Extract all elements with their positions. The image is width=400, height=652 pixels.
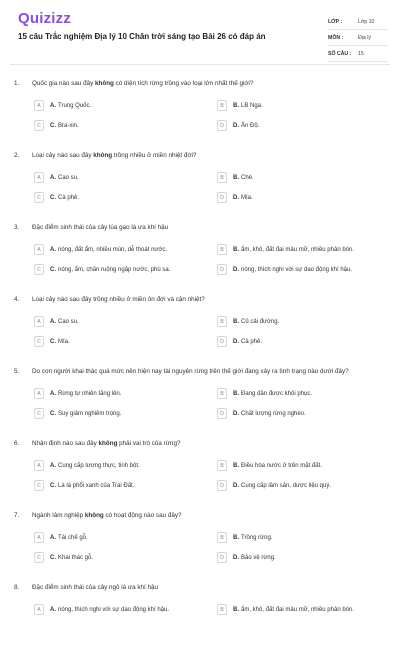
question-stem <box>14 584 390 591</box>
option-letter-box: A <box>34 388 44 399</box>
option-value: Là lá phổi xanh của Trái Đất. <box>58 482 135 489</box>
question-text <box>32 440 180 447</box>
option-letter-box: C <box>34 264 44 275</box>
header-divider <box>10 64 390 65</box>
answer-option-b[interactable] <box>217 460 322 471</box>
option-value: Trung Quốc. <box>58 102 92 109</box>
option-letter-box: A <box>34 532 44 543</box>
option-letter-box: B <box>217 244 227 255</box>
answer-option-a[interactable] <box>34 172 79 183</box>
option-letter-box: D <box>217 336 227 347</box>
question-item <box>0 220 400 292</box>
option-letter-box: B <box>217 388 227 399</box>
option-label: A. <box>50 246 56 253</box>
question-stem <box>14 152 390 159</box>
question-stem <box>14 440 390 447</box>
page-header <box>0 0 400 62</box>
option-value: nóng, thích nghi với sự dao động khí hậu. <box>241 266 353 273</box>
answer-option-c[interactable] <box>34 552 93 563</box>
option-text <box>50 247 167 253</box>
answer-option-d[interactable] <box>217 264 352 275</box>
option-text <box>50 483 134 489</box>
option-letter-box: A <box>34 316 44 327</box>
option-label: B. <box>233 318 239 325</box>
quizizz-logo: Quizizz <box>18 10 72 27</box>
answer-option-a[interactable] <box>34 316 79 327</box>
option-letter-box: D <box>217 552 227 563</box>
option-text <box>233 267 352 273</box>
option-text <box>50 339 70 345</box>
question-text-post: phải vai trò của rừng? <box>117 440 181 447</box>
question-text <box>32 80 253 87</box>
answer-option-d[interactable] <box>217 480 331 491</box>
option-letter-box: D <box>217 408 227 419</box>
option-text <box>233 411 306 417</box>
answer-option-d[interactable] <box>217 336 262 347</box>
question-number: 1. <box>14 80 20 87</box>
question-text <box>32 368 349 375</box>
option-label: C. <box>50 194 56 201</box>
option-letter-box: C <box>34 552 44 563</box>
option-letter-box: C <box>34 192 44 203</box>
option-value: Suy giảm nghiêm trọng. <box>58 410 122 417</box>
option-label: B. <box>233 390 239 397</box>
option-value: Tái chế gỗ. <box>58 534 88 541</box>
answer-option-c[interactable] <box>34 120 79 131</box>
answer-option-d[interactable] <box>217 192 253 203</box>
option-text <box>233 123 259 129</box>
option-letter-box: B <box>217 100 227 111</box>
option-value: Chè. <box>241 174 254 181</box>
option-label: C. <box>50 338 56 345</box>
page-title: 15 câu Trắc nghiệm Địa lý 10 Chân trời sáng tạo Bài 26 có đáp án <box>18 32 266 41</box>
question-stem <box>14 80 390 87</box>
option-label: D. <box>233 338 239 345</box>
option-value: Mía. <box>58 338 70 345</box>
option-label: C. <box>50 122 56 129</box>
answer-option-a[interactable] <box>34 100 91 111</box>
option-text <box>233 247 354 253</box>
answer-option-a[interactable] <box>34 604 169 615</box>
option-label: A. <box>50 606 56 613</box>
question-text-pre: Loại cây nào sau đây trồng nhiều ở miền ôn đới và cận nhiệt? <box>32 296 205 303</box>
question-number: 4. <box>14 296 20 303</box>
option-label: C. <box>50 410 56 417</box>
option-label: D. <box>233 554 239 561</box>
question-number: 8. <box>14 584 20 591</box>
answer-option-b[interactable] <box>217 244 354 255</box>
option-label: B. <box>233 102 239 109</box>
option-label: C. <box>50 266 56 273</box>
option-label: C. <box>50 554 56 561</box>
option-letter-box: B <box>217 604 227 615</box>
question-number: 5. <box>14 368 20 375</box>
question-item <box>0 76 400 148</box>
question-item <box>0 508 400 580</box>
option-letter-box: A <box>34 460 44 471</box>
option-value: nóng, đất ẩm, nhiều mùn, dễ thoát nước. <box>58 246 168 253</box>
question-number: 3. <box>14 224 20 231</box>
option-value: Mía. <box>241 194 253 201</box>
question-text-pre: Quốc gia nào sau đây <box>32 80 96 87</box>
option-value: Cà phê. <box>58 194 80 201</box>
option-letter-box: A <box>34 100 44 111</box>
option-text <box>233 391 312 397</box>
option-label: D. <box>233 410 239 417</box>
answer-option-b[interactable] <box>217 100 263 111</box>
question-item <box>0 580 400 652</box>
option-text <box>233 607 354 613</box>
answer-option-a[interactable] <box>34 460 140 471</box>
option-label: A. <box>50 318 56 325</box>
option-letter-box: B <box>217 172 227 183</box>
option-value: Cao su. <box>58 174 79 181</box>
question-stem <box>14 296 390 303</box>
option-label: A. <box>50 534 56 541</box>
option-value: Bảo vệ rừng. <box>241 554 276 561</box>
answer-option-b[interactable] <box>217 172 254 183</box>
question-text-emphasis: không <box>93 152 113 159</box>
option-value: Cao su. <box>58 318 79 325</box>
option-value: Điều hòa nước ở trên mặt đất. <box>241 462 322 469</box>
question-text-pre: Do con người khai thác quá mức nên hiện nay tài nguyên rừng trên thế giới đang xảy ra tình trạng nào dưới đây? <box>32 368 349 375</box>
option-letter-box: C <box>34 336 44 347</box>
answer-option-b[interactable] <box>217 604 354 615</box>
meta-key: SỐ CÂU : <box>328 50 352 57</box>
question-stem <box>14 512 390 519</box>
option-value: ẩm, khô, đất đai màu mỡ, nhiều phân bón. <box>241 246 355 253</box>
question-number: 2. <box>14 152 20 159</box>
answer-option-a[interactable] <box>34 244 167 255</box>
option-label: D. <box>233 482 239 489</box>
option-letter-box: C <box>34 480 44 491</box>
answer-option-d[interactable] <box>217 408 306 419</box>
question-item <box>0 148 400 220</box>
question-text-emphasis: không <box>95 80 114 87</box>
question-text-emphasis: không <box>84 512 104 519</box>
option-value: ẩm, khô, đất đai màu mỡ, nhiều phân bón. <box>241 606 355 613</box>
option-text <box>50 319 79 325</box>
option-label: D. <box>233 266 239 273</box>
question-list <box>0 76 400 652</box>
option-value: Rừng tự nhiên tăng lên. <box>58 390 122 397</box>
meta-row-grade <box>328 14 388 30</box>
option-label: B. <box>233 462 239 469</box>
question-text-pre: Nhận định nào sau đây <box>32 440 99 447</box>
option-text <box>233 535 272 541</box>
meta-row-count <box>328 46 388 62</box>
option-label: D. <box>233 194 239 201</box>
option-value: Trồng rừng. <box>241 534 273 541</box>
meta-value: Địa lý <box>358 34 371 41</box>
option-value: Chất lượng rừng nghèo. <box>241 410 306 417</box>
option-text <box>50 175 79 181</box>
answer-option-a[interactable] <box>34 388 121 399</box>
option-text <box>233 195 253 201</box>
option-letter-box: C <box>34 408 44 419</box>
option-value: LB Nga. <box>241 102 263 109</box>
answer-option-c[interactable] <box>34 192 79 203</box>
option-text <box>50 535 88 541</box>
question-text-emphasis: không <box>98 440 118 447</box>
option-text <box>50 411 121 417</box>
meta-value: Lớp 10 <box>358 18 375 25</box>
question-item <box>0 292 400 364</box>
option-text <box>233 483 331 489</box>
answer-option-d[interactable] <box>217 120 259 131</box>
question-text <box>32 512 182 519</box>
option-label: A. <box>50 102 56 109</box>
option-value: nóng, thích nghi với sự dao động khí hậu. <box>58 606 170 613</box>
question-text-post: có diện tích rừng trồng vào loại lớn nhất thế giới? <box>113 80 254 87</box>
question-text-pre: Đặc điểm sinh thái của cây ngô là ưa khí hậu <box>32 584 159 591</box>
answer-option-d[interactable] <box>217 552 276 563</box>
option-letter-box: A <box>34 604 44 615</box>
option-label: A. <box>50 174 56 181</box>
option-letter-box: C <box>34 120 44 131</box>
option-letter-box: D <box>217 192 227 203</box>
question-text <box>32 152 196 159</box>
question-item <box>0 436 400 508</box>
option-text <box>233 175 254 181</box>
option-letter-box: D <box>217 264 227 275</box>
option-letter-box: B <box>217 460 227 471</box>
option-letter-box: B <box>217 532 227 543</box>
answer-option-b[interactable] <box>217 316 279 327</box>
option-text <box>50 195 79 201</box>
question-text-post: trồng nhiều ở miền nhiệt đới? <box>112 152 197 159</box>
option-label: A. <box>50 390 56 397</box>
question-text-pre: Loại cây nào sau đây <box>32 152 94 159</box>
answer-option-c[interactable] <box>34 264 170 275</box>
option-text <box>50 103 91 109</box>
answer-option-b[interactable] <box>217 532 272 543</box>
question-item <box>0 364 400 436</box>
option-value: Cà phê. <box>241 338 263 345</box>
option-letter-box: D <box>217 120 227 131</box>
option-text <box>50 555 93 561</box>
option-value: Cung cấp lâm sản, dược liệu quý. <box>241 482 331 489</box>
meta-box <box>328 14 388 62</box>
question-number: 6. <box>14 440 20 447</box>
answer-option-a[interactable] <box>34 532 88 543</box>
option-value: Khai thác gỗ. <box>58 554 94 561</box>
option-letter-box: D <box>217 480 227 491</box>
option-letter-box: B <box>217 316 227 327</box>
option-text <box>233 339 262 345</box>
option-text <box>50 463 140 469</box>
option-value: Đang dần được khôi phục. <box>241 390 312 397</box>
meta-key: MÔN : <box>328 34 344 41</box>
option-letter-box: A <box>34 172 44 183</box>
option-label: B. <box>233 534 239 541</box>
option-label: B. <box>233 246 239 253</box>
option-label: D. <box>233 122 239 129</box>
question-number: 7. <box>14 512 20 519</box>
question-text-post: có hoạt động nào sau đây? <box>103 512 182 519</box>
question-text-pre: Ngành lâm nghiệp <box>32 512 85 519</box>
meta-row-subject <box>328 30 388 46</box>
option-value: nóng, ẩm, chân ruộng ngập nước, phù sa. <box>58 266 171 273</box>
option-text <box>50 267 170 273</box>
answer-option-c[interactable] <box>34 336 70 347</box>
option-text <box>233 319 279 325</box>
option-text <box>233 555 276 561</box>
question-text <box>32 296 205 303</box>
answer-option-b[interactable] <box>217 388 312 399</box>
option-text <box>50 391 121 397</box>
answer-option-c[interactable] <box>34 480 134 491</box>
meta-value: 15 <box>358 50 364 57</box>
option-value: Ấn Độ. <box>241 122 260 129</box>
question-text <box>32 224 168 231</box>
option-value: Củ cải đường. <box>241 318 280 325</box>
option-label: B. <box>233 606 239 613</box>
question-stem <box>14 224 390 231</box>
question-stem <box>14 368 390 375</box>
option-text <box>233 103 263 109</box>
option-value: Cung cấp lương thực, tinh bột. <box>58 462 140 469</box>
meta-key: LỚP : <box>328 18 343 25</box>
answer-option-c[interactable] <box>34 408 121 419</box>
question-text <box>32 584 158 591</box>
option-label: C. <box>50 482 56 489</box>
option-text <box>233 463 322 469</box>
option-label: B. <box>233 174 239 181</box>
option-letter-box: A <box>34 244 44 255</box>
option-text <box>50 123 79 129</box>
option-label: A. <box>50 462 56 469</box>
option-value: Bra-xin. <box>58 122 79 129</box>
option-text <box>50 607 169 613</box>
question-text-pre: Đặc điểm sinh thái của cây lúa gạo là ưa khí hậu <box>32 224 169 231</box>
